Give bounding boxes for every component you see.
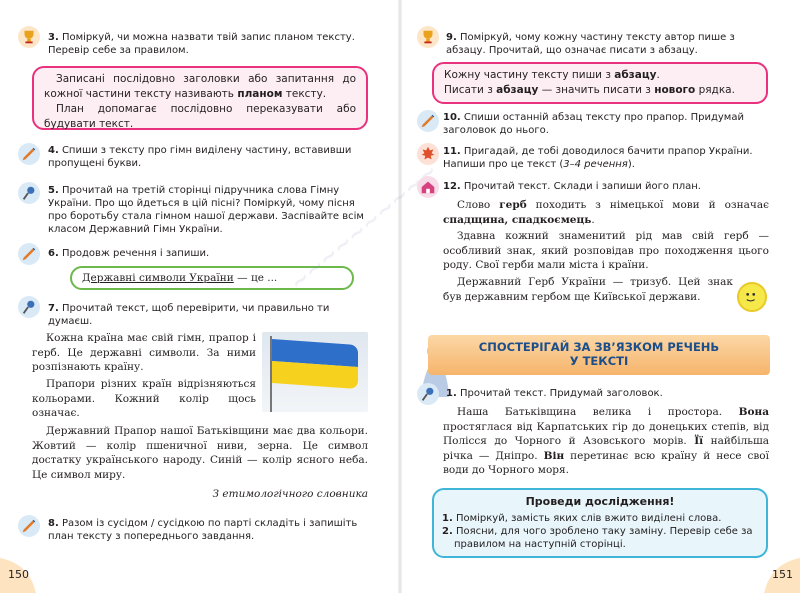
banner-line-1: СПОСТЕРІГАЙ ЗА ЗВ’ЯЗКОМ РЕЧЕНЬ: [478, 340, 720, 354]
pen-icon: [417, 110, 439, 132]
task-11-text: Пригадай, де тобі доводилося бачити прапор України. Напиши про це текст (: [443, 146, 753, 170]
watermark: ~~~~~~~~~~: [285, 158, 443, 297]
homeland-paragraph: Наша Батьківщина велика і простора. Вона простяглася від Карпатських гір до донецьких степів, від Полісся до Чорного й Азовського морів. Її найбільша річка — Дніпро. Він перетинає всю країну й несе свої води до Чорного моря.: [443, 406, 769, 476]
page-number-left: 150: [8, 568, 29, 581]
research-box: [432, 488, 768, 558]
maple-leaf-icon: [417, 143, 439, 165]
research-title: Проведи дослідження!: [525, 495, 675, 508]
microphone-icon: [417, 383, 439, 405]
task-8-text: Разом із сусідом / сусідкою по парті складіть і запишіть план тексту з попереднього завдання.: [48, 518, 358, 542]
flag-photo: [262, 332, 368, 412]
task-9-text: Поміркуй, чому кожну частину тексту автор пише з абзацу. Прочитай, що означає писати з абзацу.: [446, 32, 735, 56]
task-7: 7. Прочитай текст, щоб перевірити, чи правильно ти думаєш.: [48, 303, 330, 327]
task-12: 12. Прочитай текст. Склади і запиши його план.: [443, 181, 701, 192]
pen-icon: [18, 143, 40, 165]
task-10-text: Спиши останній абзац тексту про прапор. Придумай заголовок до нього.: [443, 112, 744, 136]
rule-box-plan: [32, 66, 368, 130]
gerb-paragraph-2: Здавна кожний знаменитий рід мав свій герб — особливий знак, який розповідав про походження цього роду. Свої герби мали міста і країни.: [443, 230, 769, 271]
pen-icon: [18, 515, 40, 537]
task-1: 1. Прочитай текст. Придумай заголовок.: [446, 388, 663, 399]
rule-plan-text: Записані послідовно заголовки або запитання до кожної частини тексту називають планом тексту.: [44, 73, 356, 100]
task-6-text: Продовж речення і запиши.: [61, 248, 210, 259]
page-number-right: 151: [772, 568, 793, 581]
task-4-text: Спиши з тексту про гімн виділену частину, вставивши пропущені букви.: [48, 145, 352, 169]
task-3: 3. Поміркуй, чи можна назвати твій запис планом тексту. Перевір себе за правилом.: [48, 32, 355, 56]
story-paragraph-2: Прапори різних країн відрізняються кольорами. Кожний колір щось означає.: [32, 378, 256, 419]
task-5-text: Прочитай на третій сторінці підручника слова Гімну України. Про що йдеться в цій пісні? Поміркуй, чому пісня про боротьбу стала гімном нашої держави. Заспівайте всім класом Державний Гімн України.: [48, 185, 364, 235]
research-item-1: 1. Поміркуй, замість яких слів вжито виділені слова.: [442, 513, 722, 524]
task-12-text: Прочитай текст. Склади і запиши його план.: [463, 181, 701, 192]
section-banner: [428, 335, 770, 375]
house-icon: [417, 176, 439, 198]
rule-paragraph-line-1: Кожну частину тексту пиши з абзацу.: [444, 69, 660, 81]
task-3-text: Поміркуй, чи можна назвати твій запис планом тексту. Перевір себе за правилом.: [48, 32, 355, 56]
sentence-box: [70, 266, 354, 290]
task-7-text: Прочитай текст, щоб перевірити, чи правильно ти думаєш.: [48, 303, 330, 327]
sentence-text: Державні символи України — це ...: [82, 272, 278, 284]
smiley-icon: [737, 282, 767, 312]
rule-plan-text-2: План допомагає послідовно переказувати або будувати текст.: [44, 103, 356, 130]
task-4: 4. Спиши з тексту про гімн виділену частину, вставивши пропущені букви.: [48, 145, 352, 169]
task-11: 11. Пригадай, де тобі доводилося бачити прапор України. Напиши про це текст (3–4 речення).: [443, 146, 753, 170]
gerb-paragraph-1: Слово герб походить з німецької мови й означає спадщина, спадкоємець.: [443, 199, 769, 226]
research-item-2: 2. Поясни, для чого зроблено таку заміну. Перевір себе за правилом на наступній сторінці.: [442, 526, 753, 550]
rule-box-paragraph: [432, 62, 768, 104]
task-5: 5. Прочитай на третій сторінці підручника слова Гімну України. Про що йдеться в цій пісні? Поміркуй, чому пісня про боротьбу стала гімном нашої держави. Заспівайте всім класом Державний Гімн України.: [48, 185, 364, 235]
trophy-icon: [417, 26, 439, 48]
microphone-icon: [18, 296, 40, 318]
story-paragraph-1: Кожна країна має свій гімн, прапор і герб. Це державні символи. За ними розпізнають країну.: [32, 332, 256, 373]
flag-yellow-stripe: [272, 361, 358, 389]
trophy-icon: [18, 26, 40, 48]
rule-paragraph-line-2: Писати з абзацу — значить писати з нового рядка.: [444, 84, 735, 96]
microphone-icon: [18, 182, 40, 204]
task-6: 6. Продовж речення і запиши.: [48, 248, 210, 259]
story-paragraph-3: Державний Прапор нашої Батьківщини має два кольори. Жовтий — колір пшеничної ниви, зерна. Це символ достатку українського народу. Синій — колір ясного неба. Це символ миру.: [32, 425, 368, 481]
banner-line-2: У ТЕКСТІ: [569, 354, 629, 368]
task-8: 8. Разом із сусідом / сусідкою по парті складіть і запишіть план тексту з попереднього завдання.: [48, 518, 358, 542]
gerb-paragraph-3: Державний Герб України — тризуб. Цей знак був державним гербом ще Київської держави.: [443, 276, 733, 303]
story-source: З етимологічного словника: [212, 488, 368, 500]
task-1-text: Прочитай текст. Придумай заголовок.: [459, 388, 663, 399]
task-10: 10. Спиши останній абзац тексту про прапор. Придумай заголовок до нього.: [443, 112, 744, 136]
pen-icon: [18, 243, 40, 265]
task-9: 9. Поміркуй, чому кожну частину тексту автор пише з абзацу. Прочитай, що означає писати з абзацу.: [446, 32, 735, 56]
